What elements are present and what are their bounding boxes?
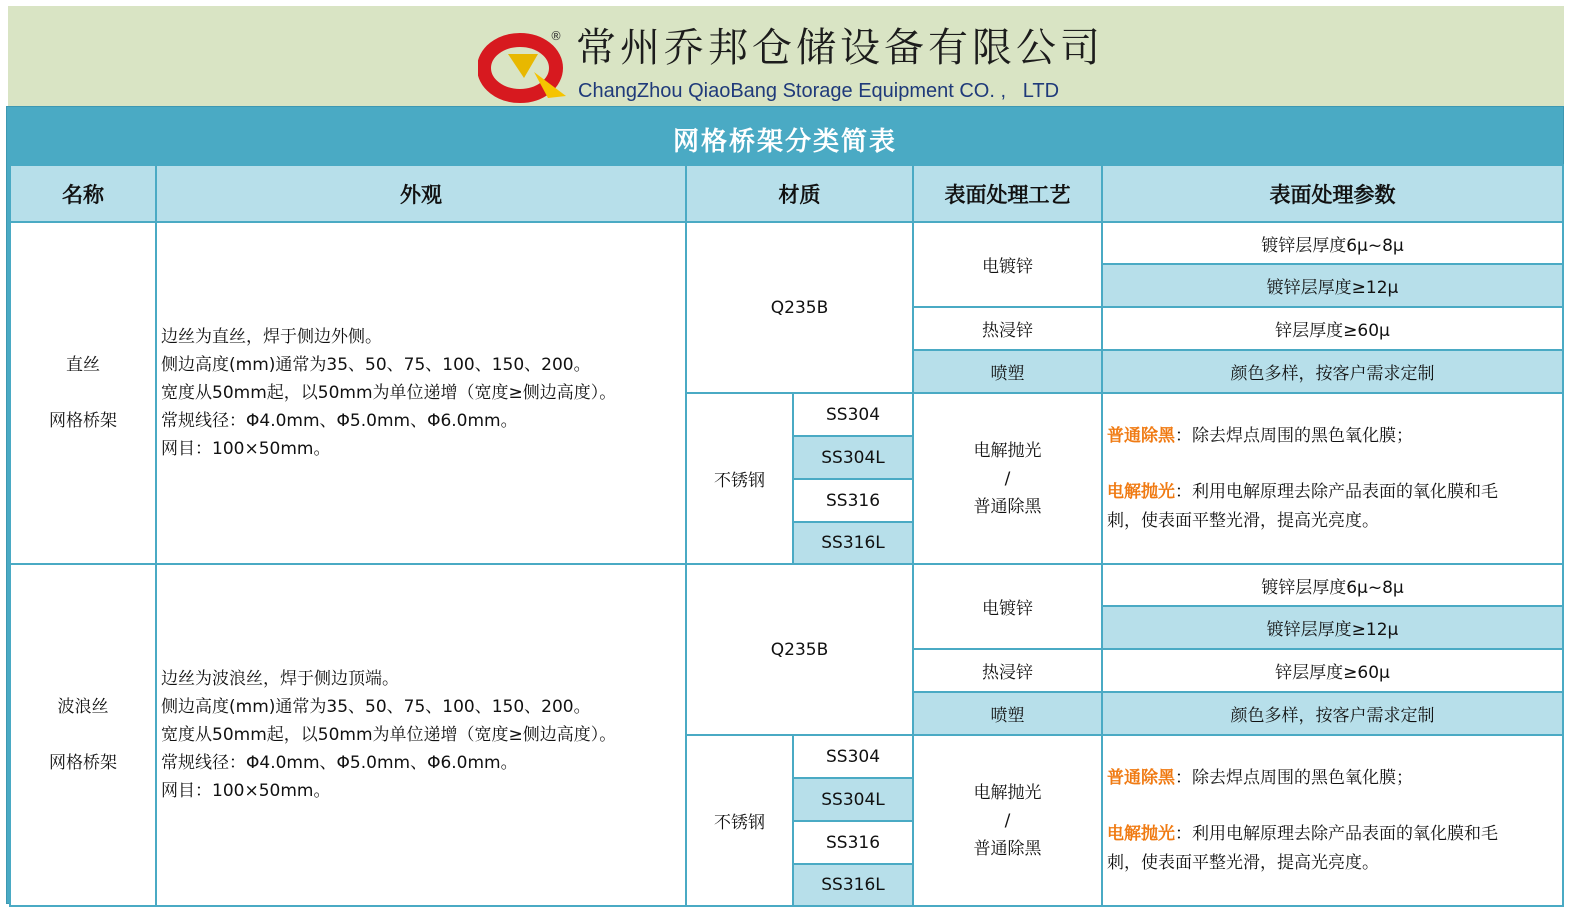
- appearance-line: 宽度从50mm起，以50mm为单位递增（宽度≥侧边高度）。: [161, 725, 617, 745]
- process-line: 电解抛光: [973, 782, 1042, 803]
- param-description-cell: [1102, 393, 1563, 564]
- process-cell: 热浸锌: [913, 307, 1102, 350]
- col-header-name: 名称: [10, 165, 156, 222]
- param-text: ：利用电解原理去除产品表面的氧化膜和毛: [1175, 481, 1498, 502]
- grade-cell: SS304: [793, 735, 913, 778]
- param-description-cell: [1102, 735, 1563, 906]
- param-cell: 镀锌层厚度6μ~8μ: [1102, 564, 1563, 606]
- product-name-line: 波浪丝: [57, 697, 109, 717]
- param-cell: 镀锌层厚度6μ~8μ: [1102, 222, 1563, 264]
- col-header-appearance: 外观: [156, 165, 686, 222]
- appearance-line: 边丝为直丝，焊于侧边外侧。: [161, 327, 382, 347]
- process-cell: 喷塑: [913, 692, 1102, 735]
- process-cell: [913, 393, 1102, 564]
- product-name-cell: [10, 564, 156, 906]
- term-highlight: 普通除黑: [1107, 425, 1175, 446]
- product-name-line: 网格桥架: [49, 411, 117, 431]
- table-row: [10, 222, 1563, 264]
- grade-cell: SS304: [793, 393, 913, 436]
- process-line: 普通除黑: [973, 496, 1042, 517]
- company-logo: [478, 24, 570, 104]
- process-cell: 电镀锌: [913, 564, 1102, 649]
- param-text: ：除去焊点周围的黑色氧化膜；: [1175, 425, 1413, 446]
- process-line: 普通除黑: [973, 838, 1042, 859]
- appearance-line: 侧边高度(mm)通常为35、50、75、100、150、200。: [161, 697, 591, 717]
- classification-table: [6, 106, 1564, 904]
- param-cell: 锌层厚度≥60μ: [1102, 649, 1563, 692]
- param-text: 刺，使表面平整光滑，提高光亮度。: [1107, 510, 1379, 531]
- company-name-cn: 常州乔邦仓储设备有限公司: [576, 25, 1104, 71]
- appearance-line: 网目：100×50mm。: [161, 781, 331, 801]
- appearance-line: 常规线径：Φ4.0mm、Φ5.0mm、Φ6.0mm。: [161, 753, 518, 773]
- material-cell: Q235B: [686, 222, 913, 393]
- company-banner: [8, 6, 1564, 106]
- appearance-line: 侧边高度(mm)通常为35、50、75、100、150、200。: [161, 355, 591, 375]
- param-cell: 镀锌层厚度≥12μ: [1102, 606, 1563, 649]
- material-cell: 不锈钢: [686, 393, 793, 564]
- svg-text:®: ®: [550, 29, 562, 43]
- grade-cell: SS316L: [793, 864, 913, 906]
- appearance-line: 边丝为波浪丝，焊于侧边顶端。: [161, 669, 399, 689]
- appearance-cell: [156, 564, 686, 906]
- appearance-line: 宽度从50mm起，以50mm为单位递增（宽度≥侧边高度）。: [161, 383, 617, 403]
- grade-cell: SS316L: [793, 522, 913, 564]
- material-cell: 不锈钢: [686, 735, 793, 906]
- param-cell: 锌层厚度≥60μ: [1102, 307, 1563, 350]
- param-text: ：除去焊点周围的黑色氧化膜；: [1175, 767, 1413, 788]
- column-header-row: [10, 165, 1563, 222]
- product-name-line: 直丝: [66, 355, 100, 375]
- grade-cell: SS304L: [793, 778, 913, 821]
- process-cell: 电镀锌: [913, 222, 1102, 307]
- param-text: 刺，使表面平整光滑，提高光亮度。: [1107, 852, 1379, 873]
- col-header-process: 表面处理工艺: [913, 165, 1102, 222]
- material-cell: Q235B: [686, 564, 913, 735]
- param-cell: 颜色多样，按客户需求定制: [1102, 692, 1563, 735]
- process-cell: [913, 735, 1102, 906]
- appearance-cell: [156, 222, 686, 564]
- spec-grid: [9, 164, 1564, 907]
- appearance-line: 常规线径：Φ4.0mm、Φ5.0mm、Φ6.0mm。: [161, 411, 518, 431]
- param-cell: 颜色多样，按客户需求定制: [1102, 350, 1563, 393]
- product-name-line: 网格桥架: [49, 753, 117, 773]
- company-name-en: ChangZhou QiaoBang Storage Equipment CO. , LTD: [578, 80, 1060, 102]
- product-name-cell: [10, 222, 156, 564]
- process-line: /: [1004, 468, 1011, 489]
- process-line: 电解抛光: [973, 440, 1042, 461]
- term-highlight: 电解抛光: [1107, 481, 1175, 502]
- table-row: [10, 564, 1563, 606]
- col-header-material: 材质: [686, 165, 913, 222]
- param-text: ：利用电解原理去除产品表面的氧化膜和毛: [1175, 823, 1498, 844]
- grade-cell: SS316: [793, 479, 913, 522]
- process-line: /: [1004, 810, 1011, 831]
- grade-cell: SS316: [793, 821, 913, 864]
- process-cell: 喷塑: [913, 350, 1102, 393]
- grade-cell: SS304L: [793, 436, 913, 479]
- appearance-line: 网目：100×50mm。: [161, 439, 331, 459]
- col-header-params: 表面处理参数: [1102, 165, 1563, 222]
- process-cell: 热浸锌: [913, 649, 1102, 692]
- term-highlight: 电解抛光: [1107, 823, 1175, 844]
- param-cell: 镀锌层厚度≥12μ: [1102, 264, 1563, 307]
- term-highlight: 普通除黑: [1107, 767, 1175, 788]
- table-title: 网格桥架分类简表: [672, 127, 897, 157]
